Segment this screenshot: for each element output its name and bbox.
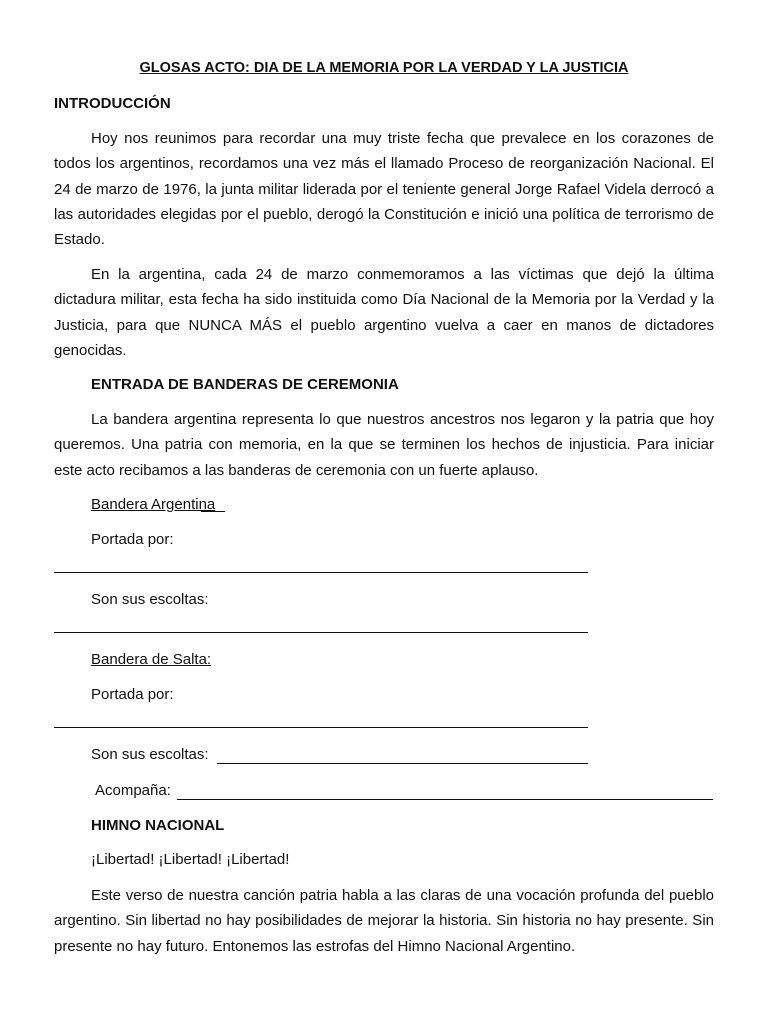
accompanies-label: Acompaña:	[95, 782, 171, 799]
flag1-label: Bandera Argentina	[91, 496, 216, 513]
anthem-verse: ¡Libertad! ¡Libertad! ¡Libertad!	[91, 851, 290, 868]
flag2-escorts-blank	[217, 763, 588, 764]
intro-heading: INTRODUCCIÓN	[54, 95, 171, 112]
flags-paragraph	[54, 407, 714, 483]
flag1-carried-label: Portada por:	[91, 531, 174, 548]
anthem-paragraph-text: Este verso de nuestra canción patria habla a las claras de una vocación profunda del pueblo argentino. Sin libertad no hay posibilidades de mejorar la historia. Sin historia no hay presente. Sin presente no hay futuro. Entonemos las estrofas del Himno Nacional Argentino.	[54, 887, 714, 955]
flag1-carried-blank	[54, 572, 588, 573]
intro-paragraph-1-text: Hoy nos reunimos para recordar una muy triste fecha que prevalece en los corazones de todos los argentinos, recordamos una vez más el llamado Proceso de reorganización Nacional. El 24 de marzo de 1976, la junta militar liderada por el teniente general Jorge Rafael Videla derrocó a las autoridades elegidas por el pueblo, derogó la Constitución e inició una política de terrorismo de Estado.	[54, 130, 714, 249]
accompanies-blank	[177, 799, 713, 800]
flag1-label-underline	[201, 511, 225, 512]
flag2-label: Bandera de Salta:	[91, 651, 212, 668]
anthem-heading: HIMNO NACIONAL	[91, 817, 225, 834]
intro-paragraph-2	[54, 262, 714, 363]
document-title: GLOSAS ACTO: DIA DE LA MEMORIA POR LA VERDAD Y LA JUSTICIA	[139, 60, 629, 76]
flags-paragraph-text: La bandera argentina representa lo que nuestros ancestros nos legaron y la patria que hoy queremos. Una patria con memoria, en la que se terminen los hechos de injusticia. Para iniciar este acto recibamos a las banderas de ceremonia con un fuerte aplauso.	[54, 411, 714, 479]
flag2-carried-blank	[54, 727, 588, 728]
flag2-escorts-label: Son sus escoltas:	[91, 746, 209, 763]
anthem-paragraph	[54, 883, 714, 959]
intro-paragraph-1	[54, 126, 714, 252]
flag1-escorts-label: Son sus escoltas:	[91, 591, 209, 608]
intro-paragraph-2-text: En la argentina, cada 24 de marzo conmemoramos a las víctimas que dejó la última dictadura militar, esta fecha ha sido instituida como Día Nacional de la Memoria por la Verdad y la Justicia, para que NUNCA MÁS el pueblo argentino vuelva a caer en manos de dictadores genocidas.	[54, 266, 714, 359]
flag1-escorts-blank	[54, 632, 588, 633]
flags-heading: ENTRADA DE BANDERAS DE CEREMONIA	[91, 376, 399, 393]
flag2-carried-label: Portada por:	[91, 686, 174, 703]
